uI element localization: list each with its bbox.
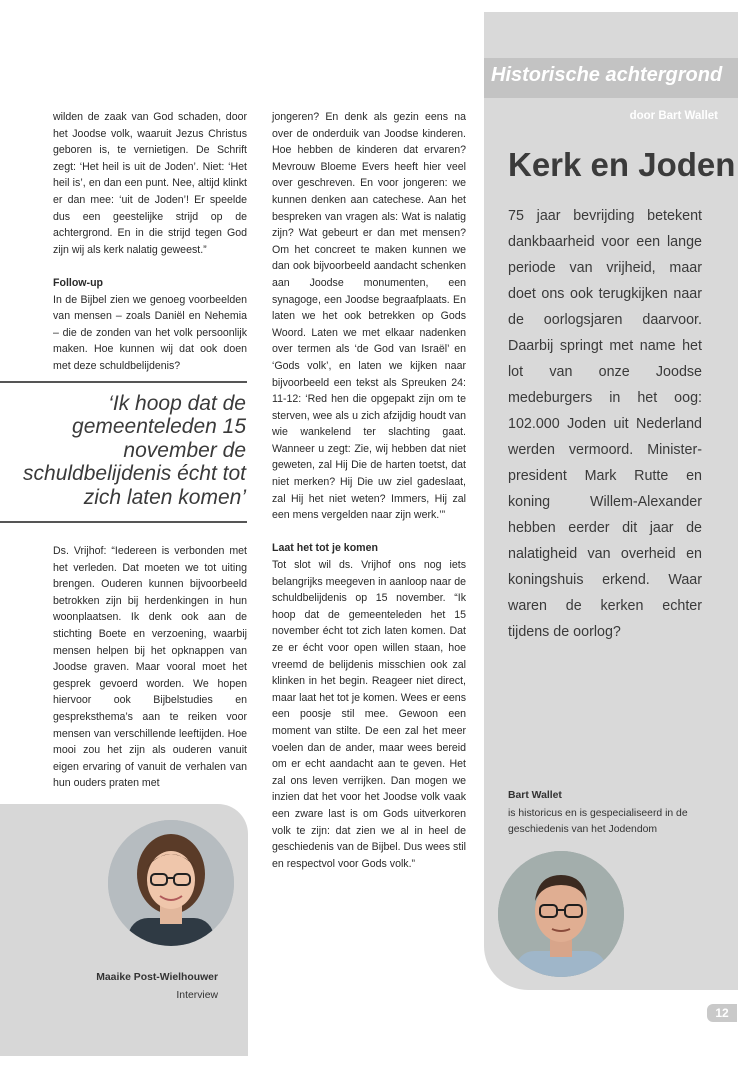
paragraph: In de Bijbel zien we genoeg voorbeelden van mensen – zoals Daniël en Nehemia – die de zonden van het volk persoonlijk maken. Hoe kunnen wij dat ook doen met deze schuldbelijdenis? bbox=[53, 293, 247, 372]
subheading-follow-up: Follow-up bbox=[53, 276, 104, 289]
interviewer-photo bbox=[108, 820, 234, 946]
sidebar-headline: Kerk en Joden bbox=[508, 146, 736, 183]
paragraph: Tot slot wil ds. Vrijhof ons nog iets belangrijks meegeven in aanloop naar de schuldbelijdenis op 15 november. “Ik hoop dat de gemeenteleden het 15 november écht tot zich laten komen. Dat ze er écht voor open willen staan, hoe vreemd de belijdenis misschien ook zal klinken in het begin. Reageer niet direct, maar laat het tot je komen. Wees er eens een poosje stil mee. Gewoon een moment van stilte. De een zal het meer voelen dan de ander, maar wees bereid om er echt aandacht aan te geven. Het zal ons leven verrijken. Dan mogen we inzien dat het voor het Joodse volk vaak een zware last is om Gods uitverkoren volk te zijn: dat zien we al in heel de geschiedenis van de Bijbel. Dus wees stil en respectvol voor Gods volk.” bbox=[272, 559, 466, 870]
author-photo bbox=[498, 851, 624, 977]
paragraph: wilden de zaak van God schaden, door het Joodse volk, waaruit Jezus Christus geboren is, te vernietigen. De Schrift zegt: ‘Het heil is uit de Joden’. Niet: ‘Het heil is’, en dan een punt. Nee, altijd klinkt er dan mee: ‘uit de Joden’! Er speelde dus een geestelijke strijd op de achtergrond. En in die strijd tegen God zijn wij als kerk nalatig geweest.” bbox=[53, 111, 247, 256]
pullquote: ‘Ik hoop dat de gemeenteleden 15 november de schuldbelijdenis écht tot zich laten komen’ bbox=[23, 392, 246, 509]
portrait-man-icon bbox=[498, 851, 624, 977]
paragraph: Ds. Vrijhof: “Iedereen is verbonden met het verleden. Dat moeten we tot uiting brengen. Ouderen kunnen bijvoorbeeld betrokken zijn bij herdenkingen in hun woonplaatsen. Ik denk ook aan de stichting Boete en verzoening, waarbij mensen helpen bij het opknappen van Joodse graven. Maar vooral moet het gesprek gevoerd worden. We hopen hiervoor ook Bijbelstudies en gespreksthema’s aan te reiken voor mensen van verschillende leeftijden. Hoe mooi zou het zijn als ouderen vanuit eigen ervaring of vanuit de verhalen van hun ouders praten met bbox=[53, 545, 247, 790]
article-column-2 bbox=[272, 109, 466, 872]
author-bio: is historicus en is gespecialiseerd in de geschiedenis van het Jodendom bbox=[508, 808, 688, 836]
pullquote-top-rule bbox=[0, 381, 247, 383]
interviewer-role: Interview bbox=[176, 990, 218, 1001]
article-column-1-bottom bbox=[53, 543, 247, 792]
section-title: Historische achtergrond bbox=[491, 64, 723, 86]
page-number: 12 bbox=[707, 1004, 737, 1022]
sidebar-intro: 75 jaar bevrijding betekent dankbaarheid voor een lange periode van vrijheid, maar doet ons ook terugkijken naar de oorlogsjaren daarvoor. Daarbij springt met name het lot van onze Joodse medeburgers in het oog: 102.000 Joden uit Nederland werden vermoord. Minister-president Mark Rutte en koning Willem-Alexander hebben eerder dit jaar de nalatigheid van overheid en koningshuis erkend. Waar waren de kerken echter tijdens de oorlog? bbox=[508, 208, 702, 640]
paragraph: jongeren? En denk als gezin eens na over de onderduik van Joodse kinderen. Hoe hebben de kinderen dat ervaren? Mevrouw Bloeme Evers heeft hier veel over geschreven. En voor jongeren: we kunnen denken aan catechese. Aan het bespreken van vragen als: Wat is nalatig zijn? Wat gebeurt er dan met mensen? Om het concreet te maken kunnen we dan ook bijvoorbeeld aandacht schenken aan Joodse monumenten, een synagoge, een Joodse begraafplaats. En laten we het ook betrekken op Gods Woord. Laten we met elkaar nadenken over termen als ‘de God van Israël’ en ‘Gods volk’, en laten we kijken naar bijvoorbeeld een tekst als Spreuken 24: 11-12: ‘Red hen die opgepakt zijn om te sterven, wee als u zich afzijdig houdt van wie wankelend ter slachting gaat. Wanneer u zegt: Zie, wij hebben dat niet geweten, zal Hij Die de harten toetst, dat niet merken? Hij Die uw ziel gadeslaat, zal Hij het niet weten? Immers, Hij zal een mens vergelden naar zijn werk.’” bbox=[272, 111, 466, 522]
interviewer-name: Maaike Post-Wielhouwer bbox=[96, 972, 218, 983]
portrait-woman-icon bbox=[108, 820, 234, 946]
author-name: Bart Wallet bbox=[508, 790, 562, 801]
pullquote-bottom-rule bbox=[0, 521, 247, 523]
subheading-laat-het-tot-je-komen: Laat het tot je komen bbox=[272, 542, 378, 555]
article-column-1-top bbox=[53, 109, 247, 375]
byline: door Bart Wallet bbox=[629, 110, 718, 122]
